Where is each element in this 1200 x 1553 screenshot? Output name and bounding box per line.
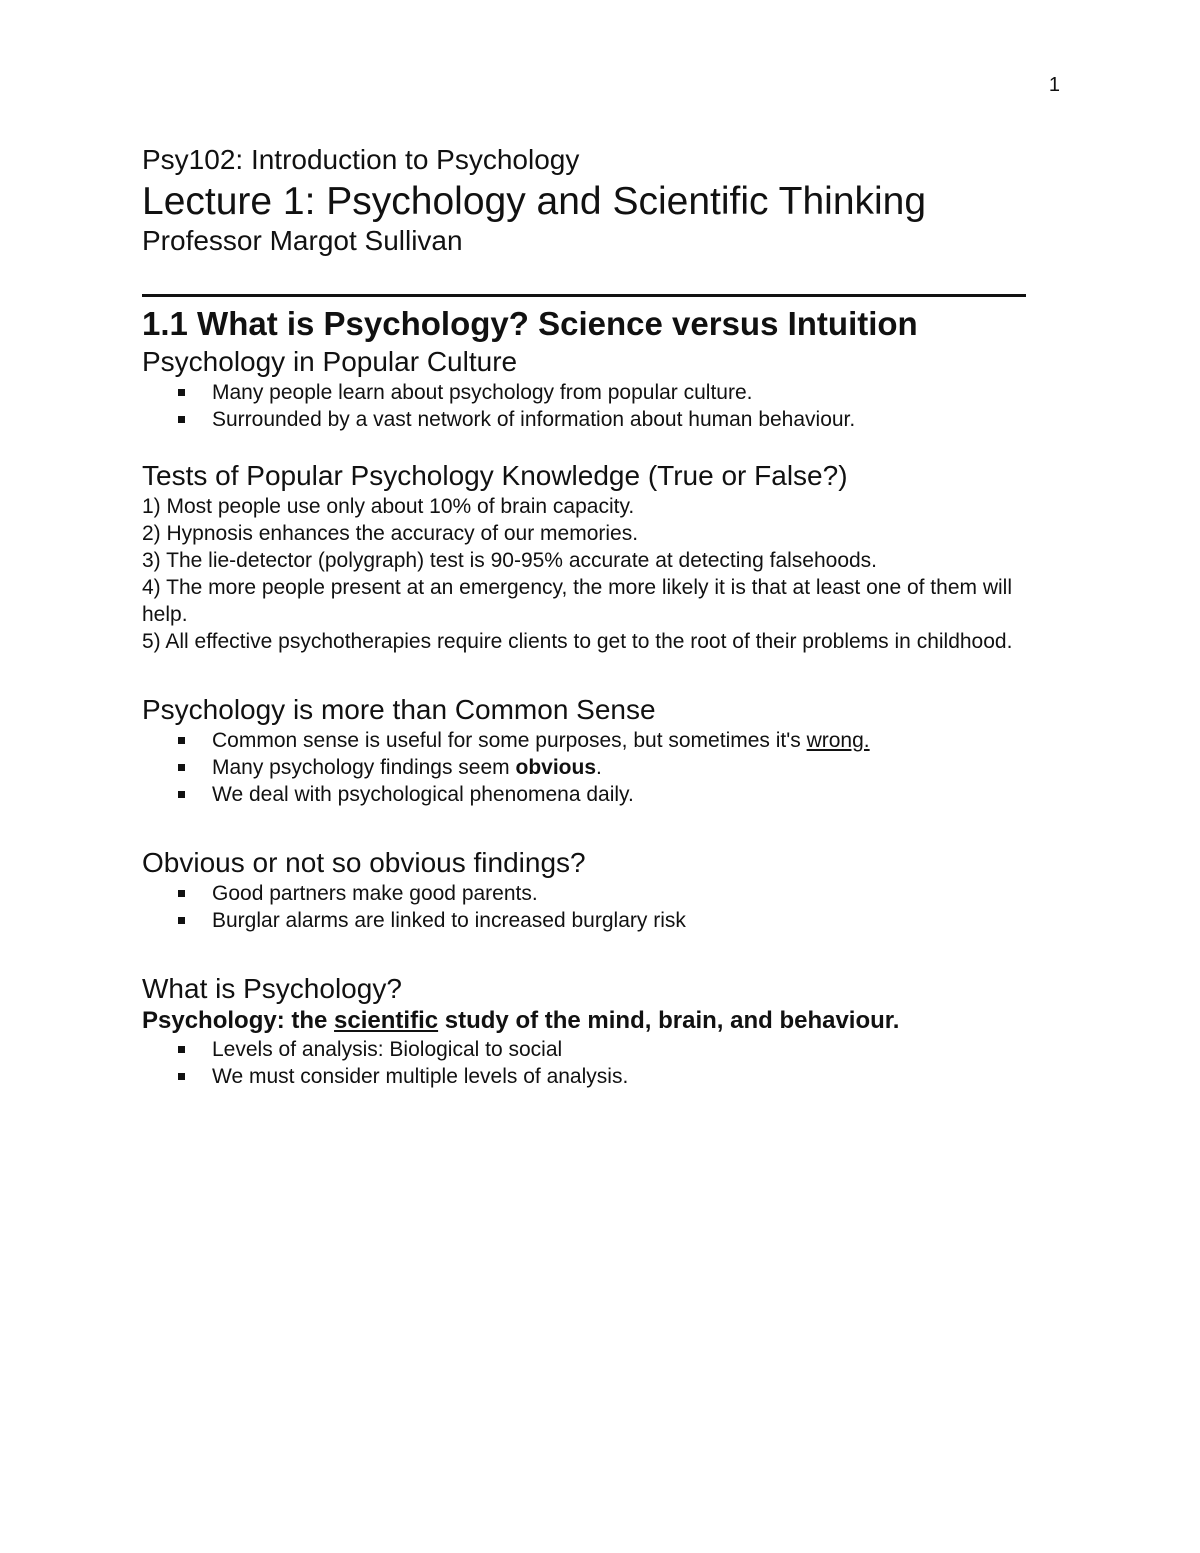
square-bullet-icon bbox=[178, 1046, 185, 1053]
popular-culture-heading: Psychology in Popular Culture bbox=[142, 346, 518, 377]
bold-word: obvious bbox=[515, 756, 597, 779]
tests-list bbox=[142, 493, 1032, 655]
list-item-text: Many psychology findings seem bbox=[212, 756, 516, 779]
common-sense-heading: Psychology is more than Common Sense bbox=[142, 694, 656, 725]
list-item-text: Burglar alarms are linked to increased burglary risk bbox=[212, 909, 686, 932]
test-item: 5) All effective psychotherapies require clients to get to the root of their problems in childhood. bbox=[142, 630, 1013, 653]
square-bullet-icon bbox=[178, 791, 185, 798]
list-item-text: Good partners make good parents. bbox=[212, 882, 538, 905]
what-is-psychology-heading: What is Psychology? bbox=[142, 973, 402, 1004]
list-item-text: Many people learn about psychology from popular culture. bbox=[212, 381, 753, 404]
definition-term: Psychology: bbox=[142, 1007, 285, 1034]
square-bullet-icon bbox=[178, 890, 185, 897]
list-item bbox=[142, 754, 1032, 781]
test-item: 1) Most people use only about 10% of brain capacity. bbox=[142, 495, 635, 518]
definition-text: the bbox=[284, 1007, 335, 1034]
list-item-text: Surrounded by a vast network of information about human behaviour. bbox=[212, 408, 856, 431]
what-is-psychology-list bbox=[142, 1036, 1032, 1090]
square-bullet-icon bbox=[178, 1073, 185, 1080]
document-body bbox=[142, 140, 1032, 1090]
underlined-word: scientific bbox=[334, 1007, 439, 1034]
square-bullet-icon bbox=[178, 764, 185, 771]
list-item bbox=[142, 1036, 1032, 1063]
list-item-text: We must consider multiple levels of analysis. bbox=[212, 1065, 629, 1088]
list-item-suffix: . bbox=[596, 756, 602, 779]
list-item bbox=[142, 379, 1032, 406]
list-item-text: We deal with psychological phenomena daily. bbox=[212, 783, 634, 806]
professor-name: Professor Margot Sullivan bbox=[142, 225, 463, 256]
square-bullet-icon bbox=[178, 917, 185, 924]
list-item bbox=[142, 907, 1032, 934]
underlined-word: wrong. bbox=[806, 729, 870, 752]
section-title: 1.1 What is Psychology? Science versus Intuition bbox=[142, 305, 918, 342]
horizontal-rule bbox=[142, 294, 1026, 297]
list-item-text: Levels of analysis: Biological to social bbox=[212, 1038, 563, 1061]
list-item bbox=[142, 406, 1032, 433]
popular-culture-list bbox=[142, 379, 1032, 433]
common-sense-list bbox=[142, 727, 1032, 808]
tests-heading: Tests of Popular Psychology Knowledge (True or False?) bbox=[142, 460, 848, 491]
test-item: 2) Hypnosis enhances the accuracy of our memories. bbox=[142, 522, 639, 545]
definition-text: study of the mind, brain, and behaviour. bbox=[438, 1007, 900, 1034]
square-bullet-icon bbox=[178, 389, 185, 396]
lecture-title: Lecture 1: Psychology and Scientific Thinking bbox=[142, 180, 927, 223]
page-number: 1 bbox=[1048, 74, 1060, 96]
list-item bbox=[142, 727, 1032, 754]
list-item bbox=[142, 880, 1032, 907]
list-item-text: Common sense is useful for some purposes, but sometimes it's bbox=[212, 729, 807, 752]
obvious-findings-heading: Obvious or not so obvious findings? bbox=[142, 847, 586, 878]
list-item bbox=[142, 1063, 1032, 1090]
test-item: 3) The lie-detector (polygraph) test is 90-95% accurate at detecting falsehoods. bbox=[142, 549, 878, 572]
square-bullet-icon bbox=[178, 737, 185, 744]
list-item bbox=[142, 781, 1032, 808]
obvious-findings-list bbox=[142, 880, 1032, 934]
psychology-definition bbox=[142, 1006, 1032, 1036]
square-bullet-icon bbox=[178, 416, 185, 423]
test-item: 4) The more people present at an emergency, the more likely it is that at least one of them will help. bbox=[142, 576, 1012, 626]
course-title: Psy102: Introduction to Psychology bbox=[142, 144, 580, 175]
